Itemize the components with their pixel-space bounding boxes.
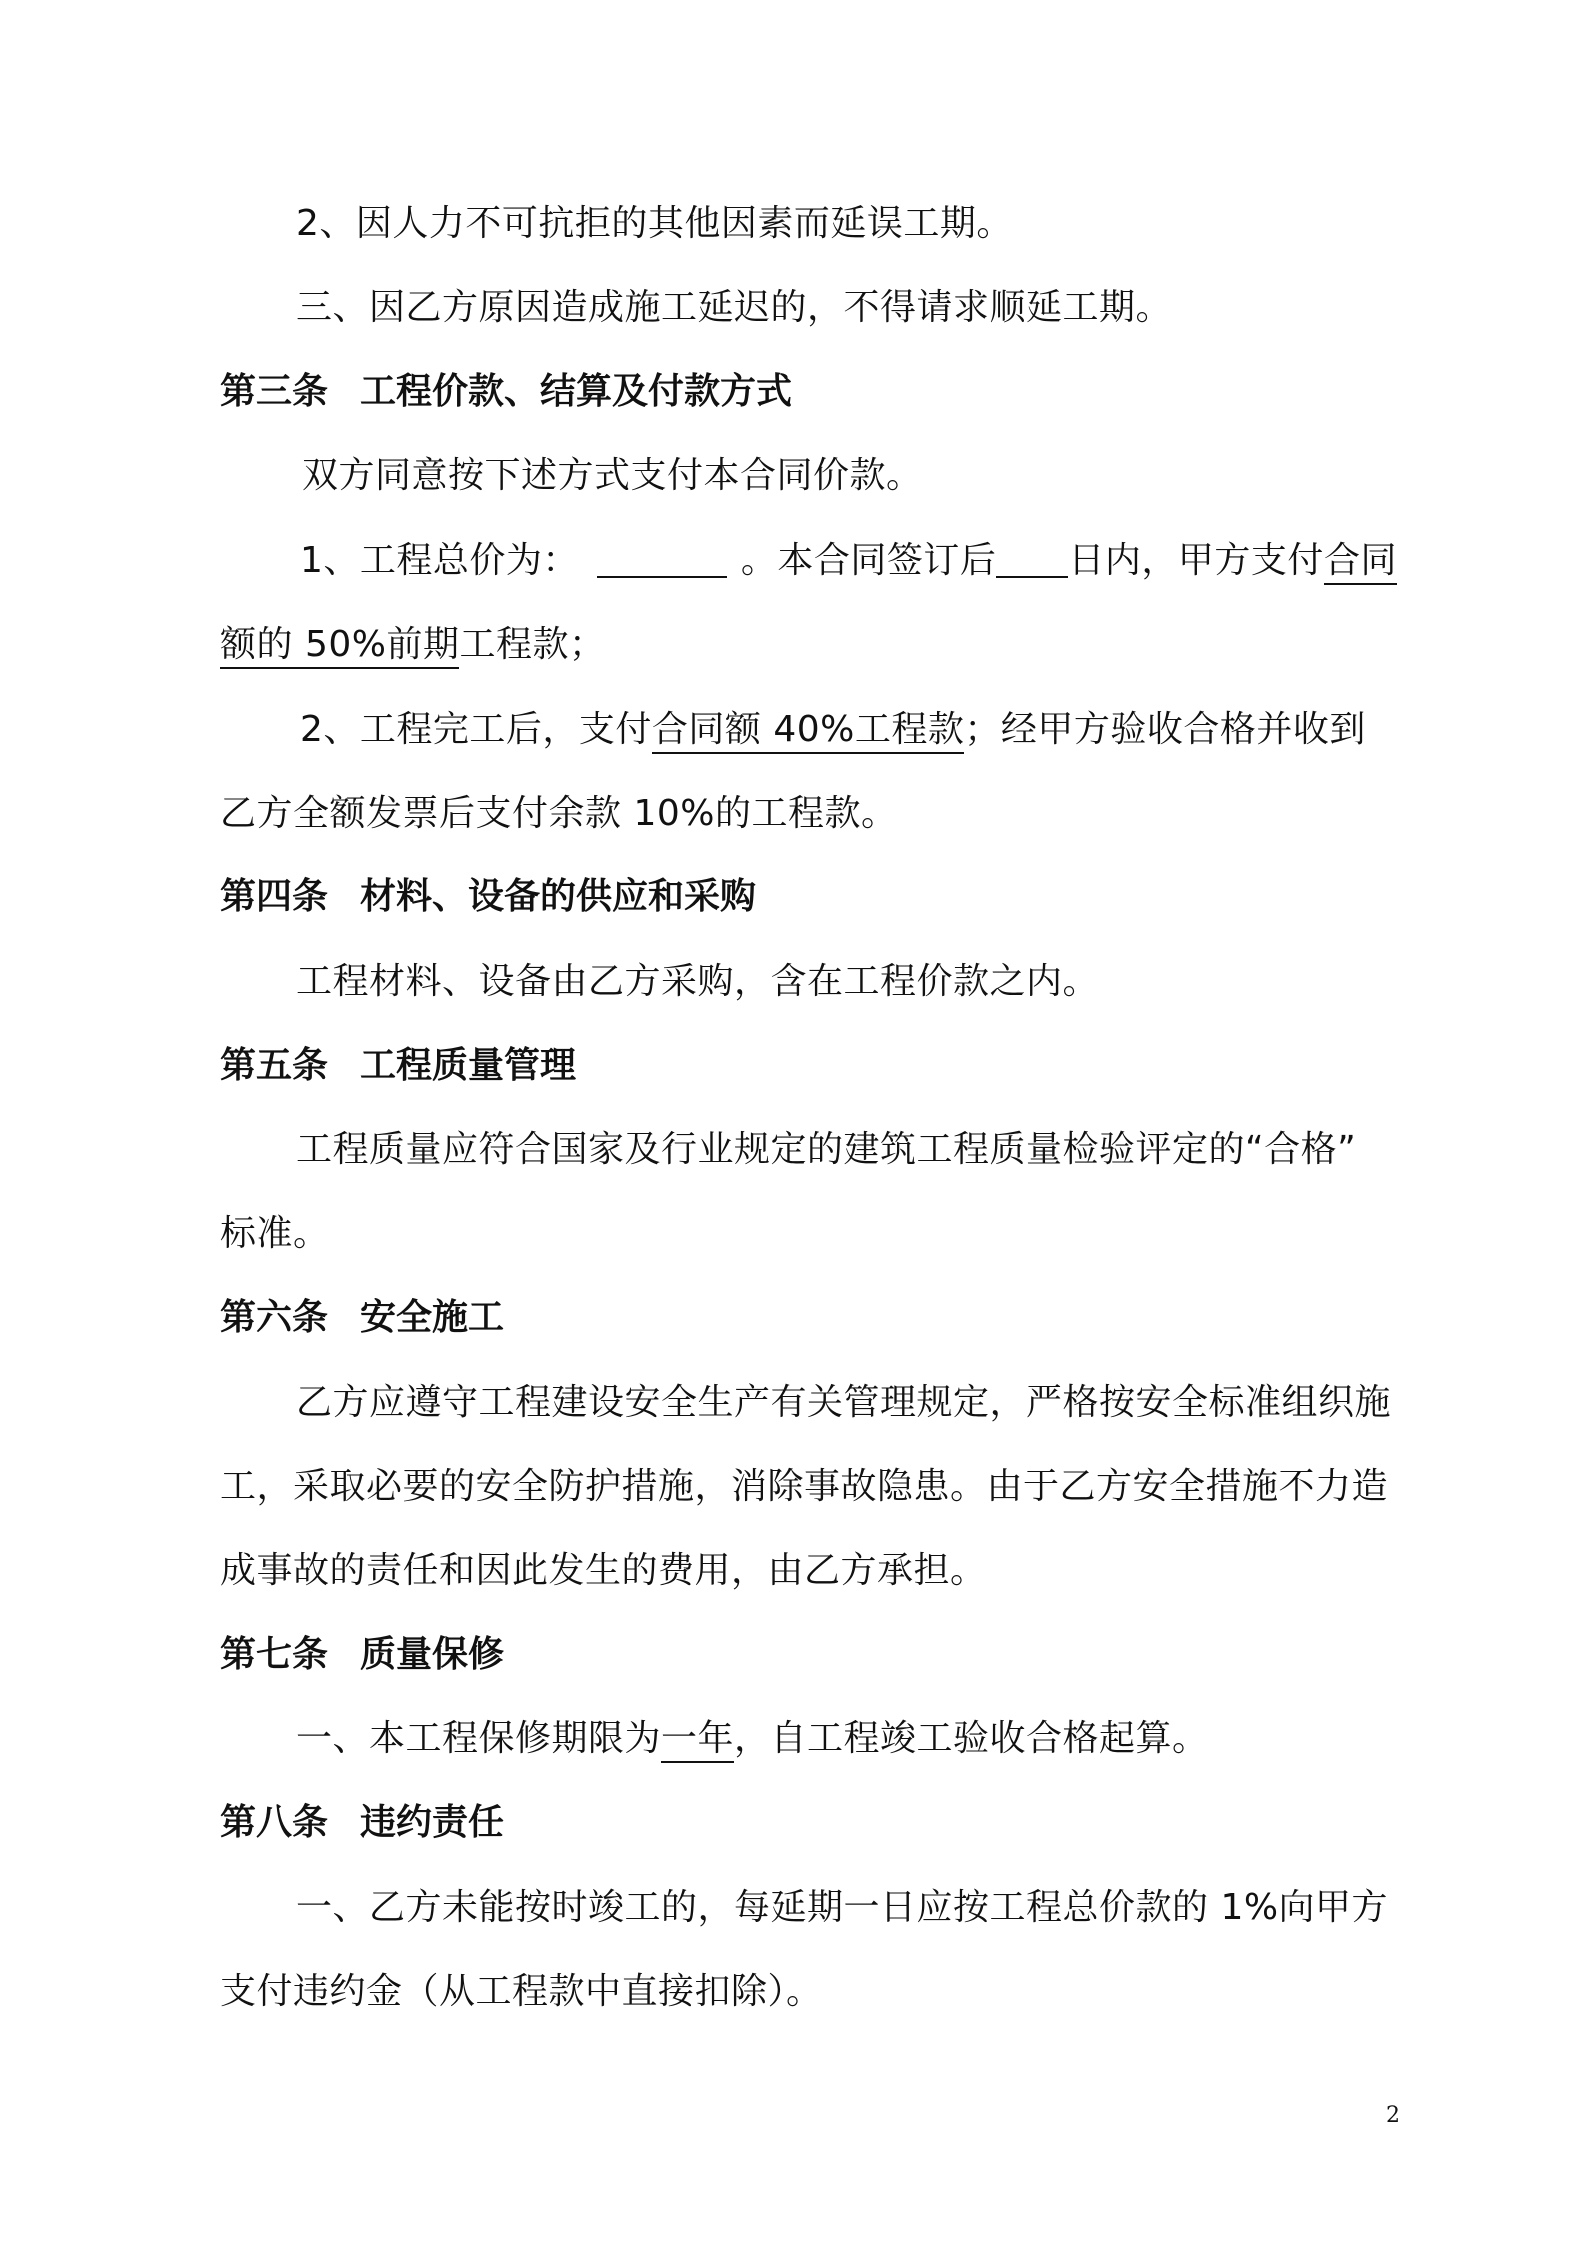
clause-line (220, 1969, 823, 2015)
article-number: 第七条 (220, 1634, 329, 1675)
underlined-text: 合同额 40%工程款 (652, 709, 964, 754)
article-number: 第三条 (220, 371, 329, 412)
article-number: 第五条 (220, 1045, 329, 1086)
clause-line (296, 1127, 1356, 1173)
clause-line (220, 1548, 987, 1594)
clause-text: 成事故的责任和因此发生的费用，由乙方承担。 (220, 1550, 987, 1591)
clause-text: ；经甲方验收合格并收到 (964, 709, 1366, 750)
underlined-text: 合同 (1324, 540, 1397, 585)
clause-text: 1、工程总价为： (300, 540, 579, 581)
clause-text: 乙方全额发票后支付余款 10%的工程款。 (220, 793, 898, 834)
clause-line (296, 201, 1013, 247)
article-heading (220, 1632, 504, 1678)
clause-line (300, 707, 1366, 753)
clause-line (296, 1716, 1209, 1762)
article-heading (220, 1043, 576, 1089)
article-heading (220, 874, 756, 920)
clause-line (296, 285, 1172, 331)
clause-text: 工程材料、设备由乙方采购，含在工程价款之内。 (296, 961, 1100, 1002)
article-title: 工程质量管理 (360, 1045, 577, 1086)
clause-text: 标准。 (220, 1213, 330, 1254)
days-blank (996, 546, 1068, 578)
clause-text: 工程款； (459, 624, 606, 665)
clause-line (302, 453, 923, 499)
clause-text: 支付违约金（从工程款中直接扣除）。 (220, 1971, 823, 2012)
clause-line (296, 1885, 1388, 1931)
article-heading (220, 1295, 504, 1341)
article-title: 违约责任 (360, 1802, 505, 1843)
clause-text: 2、因人力不可抗拒的其他因素而延误工期。 (296, 203, 1013, 244)
clause-line (296, 1380, 1391, 1426)
clause-text: 2、工程完工后，支付 (300, 709, 652, 750)
clause-text: ，自工程竣工验收合格起算。 (734, 1718, 1209, 1759)
clause-text: 一、乙方未能按时竣工的，每延期一日应按工程总价款的 1%向甲方 (296, 1887, 1389, 1928)
article-title: 安全施工 (360, 1297, 505, 1338)
clause-text: 三、因乙方原因造成施工延迟的，不得请求顺延工期。 (296, 287, 1173, 328)
clause-line (220, 1211, 330, 1257)
price-blank (597, 546, 727, 578)
page-number: 2 (1386, 2103, 1400, 2128)
clause-text: 工程质量应符合国家及行业规定的建筑工程质量检验评定的“合格” (296, 1129, 1357, 1170)
article-title: 材料、设备的供应和采购 (360, 876, 757, 917)
article-heading (220, 369, 792, 415)
underlined-text: 额的 50%前期 (220, 624, 459, 669)
clause-text: 一、本工程保修期限为 (296, 1718, 662, 1759)
clause-text: 工，采取必要的安全防护措施，消除事故隐患。由于乙方安全措施不力造 (220, 1466, 1389, 1507)
underlined-text: 一年 (661, 1718, 734, 1763)
clause-line (296, 959, 1099, 1005)
clause-text: 。本合同签订后 (740, 540, 997, 581)
article-number: 第四条 (220, 876, 329, 917)
clause-line (220, 1464, 1388, 1510)
article-title: 工程价款、结算及付款方式 (360, 371, 793, 412)
clause-text: 双方同意按下述方式支付本合同价款。 (302, 455, 923, 496)
article-number: 第八条 (220, 1802, 329, 1843)
article-title: 质量保修 (360, 1634, 505, 1675)
clause-text: 乙方应遵守工程建设安全生产有关管理规定，严格按安全标准组织施 (296, 1382, 1392, 1423)
clause-line (220, 622, 605, 668)
clause-line (220, 791, 897, 837)
article-number: 第六条 (220, 1297, 329, 1338)
clause-text: 日内，甲方支付 (1068, 540, 1324, 581)
article-heading (220, 1800, 504, 1846)
clause-line (300, 538, 1397, 584)
